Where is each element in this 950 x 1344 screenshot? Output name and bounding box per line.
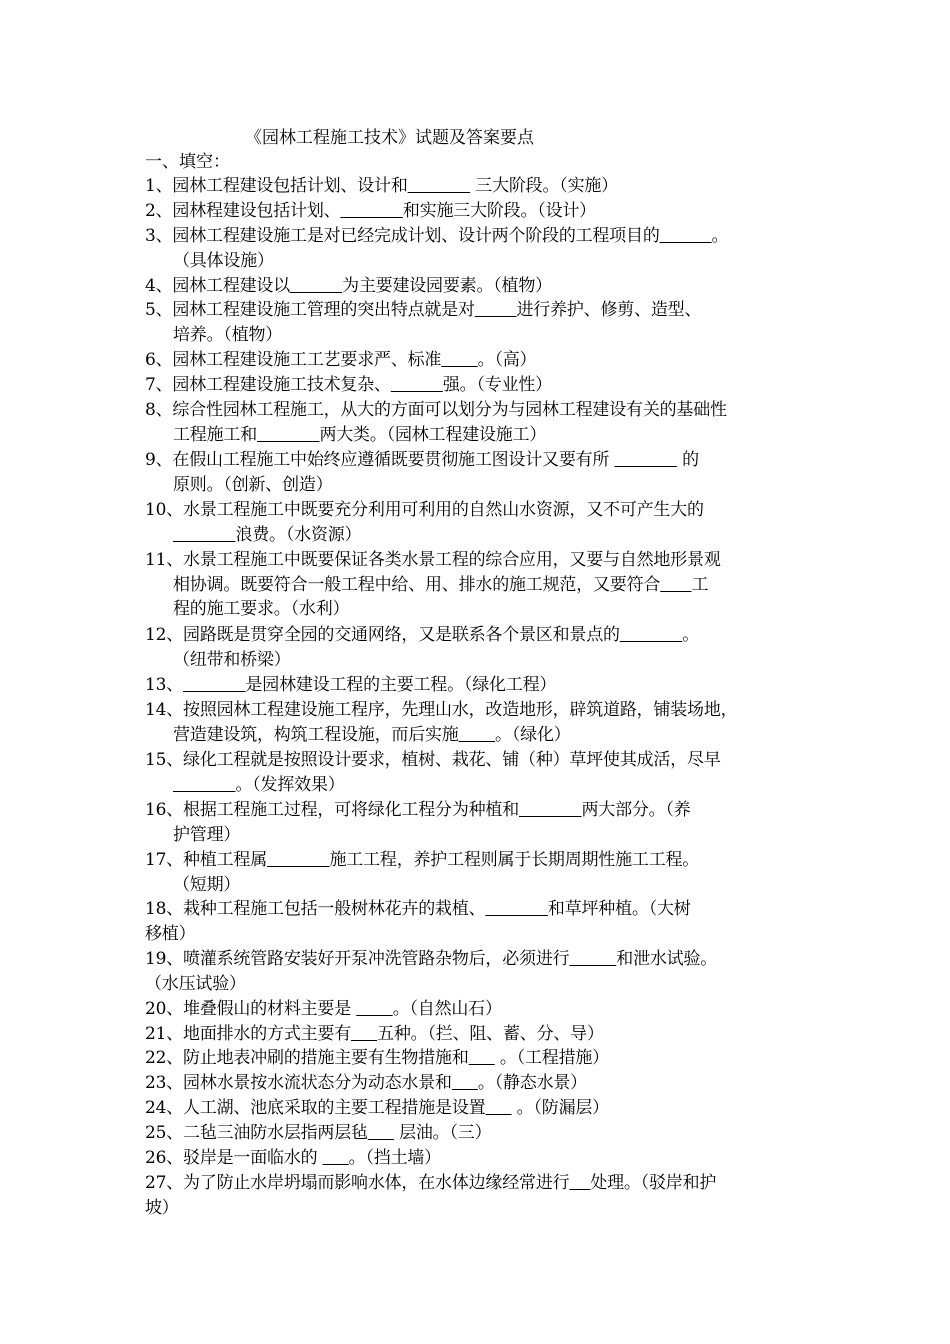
question-line: 4、园林工程建设以 为主要建设园要素。（植物） [145, 276, 552, 296]
fill-in-question [145, 274, 825, 299]
fill-in-question [145, 373, 825, 398]
fill-in-question [145, 698, 825, 747]
question-line: 15、绿化工程就是按照设计要求，植树、栽花、铺（种）草坪使其成活，尽早 [145, 750, 721, 770]
question-line: 22、防止地表冲刷的措施主要有生物措施和 。（工程措施） [145, 1048, 609, 1068]
answer-blank [569, 949, 616, 969]
question-line: 培养。（植物） [173, 324, 283, 345]
question-line: （短期） [173, 874, 241, 895]
question-line: 营造建设筑，构筑工程设施，而后实施 。（绿化） [173, 724, 571, 745]
answer-blank [368, 1123, 394, 1143]
answer-blank [267, 850, 329, 870]
answer-blank [257, 425, 319, 445]
fill-in-question [145, 448, 825, 497]
question-line: 9、在假山工程施工中始终应遵循既要贯彻施工图设计又要有所 的 [145, 450, 699, 470]
question-line: （具体设施） [173, 250, 274, 271]
answer-blank [660, 575, 691, 595]
section-heading: 一、填空： [145, 152, 230, 172]
answer-blank [290, 276, 342, 296]
question-line: 6、园林工程建设施工工艺要求严、标准 。（高） [145, 350, 537, 370]
question-line: 相协调。既要符合一般工程中给、用、排水的施工规范，又要符合 工 [173, 574, 709, 595]
question-line: 13、 是园林建设工程的主要工程。（绿化工程） [145, 675, 557, 695]
question-line: 25、二毡三油防水层指两层毡 层油。（三） [145, 1123, 492, 1143]
question-line: 12、园路既是贯穿全园的交通网络，又是联系各个景区和景点的 。 [145, 625, 700, 645]
answer-blank [323, 1148, 349, 1168]
fill-in-question [145, 997, 825, 1022]
question-line: 1、园林工程建设包括计划、设计和 三大阶段。（实施） [145, 176, 618, 196]
answer-blank [459, 725, 495, 745]
fill-in-question [145, 548, 825, 622]
fill-in-question [145, 897, 825, 946]
answer-blank [173, 775, 235, 795]
question-line: 10、水景工程施工中既要充分利用可利用的自然山水资源，又不可产生大的 [145, 500, 704, 520]
fill-in-question [145, 398, 825, 447]
answer-blank [660, 226, 712, 246]
fill-in-question [145, 748, 825, 797]
question-line: 程的施工要求。（水利） [173, 599, 350, 619]
fill-in-question [145, 1121, 825, 1146]
fill-in-question [145, 1146, 825, 1171]
answer-blank [441, 350, 477, 370]
question-line: 。（发挥效果） [145, 773, 825, 798]
fill-in-question [145, 348, 825, 373]
answer-blank [173, 525, 235, 545]
fill-in-question [145, 174, 825, 199]
fill-in-question [145, 848, 825, 897]
question-line: 浪费。（水资源） [145, 523, 825, 548]
question-line: 7、园林工程建设施工技术复杂、 强。（专业性） [145, 375, 552, 395]
answer-blank [391, 375, 443, 395]
answer-blank [183, 675, 245, 695]
answer-blank [469, 1048, 495, 1068]
fill-in-question [145, 1022, 825, 1047]
question-line: 19、喷灌系统管路安装好开泵冲洗管路杂物后，必须进行 和泄水试验。 [145, 949, 718, 969]
page-title: 《园林工程施工技术》试题及答案要点 [245, 128, 534, 148]
question-line: 21、地面排水的方式主要有 五种。（拦、阻、蓄、分、导） [145, 1024, 604, 1044]
answer-blank [569, 1173, 590, 1193]
question-line: 5、园林工程建设施工管理的突出特点就是对 进行养护、修剪、造型、 [145, 300, 702, 320]
question-line: （纽带和桥梁） [173, 649, 291, 670]
question-line: 20、堆叠假山的材料主要是 。（自然山石） [145, 999, 502, 1019]
answer-blank [408, 176, 470, 196]
fill-in-question [145, 1071, 825, 1096]
fill-in-question [145, 1171, 825, 1220]
fill-in-question [145, 298, 825, 347]
answer-blank [620, 625, 682, 645]
question-line: 18、栽种工程施工包括一般树林花卉的栽植、 和草坪种植。（大树 [145, 899, 691, 919]
question-line: 27、为了防止水岸坍塌而影响水体，在水体边缘经常进行 处理。（驳岸和护 [145, 1173, 717, 1193]
question-line: 23、园林水景按水流状态分为动态水景和 。（静态水景） [145, 1073, 587, 1093]
question-line: 工程施工和 两大类。（园林工程建设施工） [173, 424, 547, 445]
question-line: 护管理） [173, 824, 241, 845]
question-line: 2、园林程建设包括计划、 和实施三大阶段。（设计） [145, 201, 596, 221]
fill-in-question [145, 623, 825, 672]
question-line: 3、园林工程建设施工是对已经完成计划、设计两个阶段的工程项目的 。 [145, 226, 729, 246]
fill-in-question [145, 498, 825, 547]
question-line: 24、人工湖、池底采取的主要工程措施是设置 。（防漏层） [145, 1098, 609, 1118]
question-line: 14、按照园林工程建设施工程序，先理山水，改造地形，辟筑道路，铺装场地， [145, 700, 738, 720]
answer-blank [356, 999, 392, 1019]
question-line: 坡） [145, 1197, 179, 1218]
question-line: 11、水景工程施工中既要保证各类水景工程的综合应用，又要与自然地形景观 [145, 550, 721, 570]
fill-in-question [145, 1046, 825, 1071]
question-line: 16、根据工程施工过程，可将绿化工程分为种植和 两大部分。（养 [145, 800, 691, 820]
question-line: 8、综合性园林工程施工，从大的方面可以划分为与园林工程建设有关的基础性 [145, 400, 727, 420]
fill-in-question [145, 199, 825, 224]
question-line: 17、种植工程属 施工工程，养护工程则属于长期周期性施工工程。 [145, 850, 700, 870]
fill-in-question [145, 947, 825, 996]
answer-blank [340, 201, 402, 221]
question-line: 26、驳岸是一面临水的 。（挡土墙） [145, 1148, 441, 1168]
answer-blank [452, 1073, 478, 1093]
fill-in-question [145, 1096, 825, 1121]
question-line: （水压试验） [145, 973, 246, 994]
fill-in-question [145, 673, 825, 698]
answer-blank [475, 300, 517, 320]
answer-blank [614, 450, 676, 470]
fill-in-question [145, 224, 825, 273]
answer-blank [485, 1098, 511, 1118]
question-line: 移植） [145, 923, 196, 944]
answer-blank [519, 800, 581, 820]
answer-blank [485, 899, 547, 919]
fill-in-question [145, 798, 825, 847]
question-line: 原则。（创新、创造） [173, 474, 333, 495]
answer-blank [351, 1024, 377, 1044]
